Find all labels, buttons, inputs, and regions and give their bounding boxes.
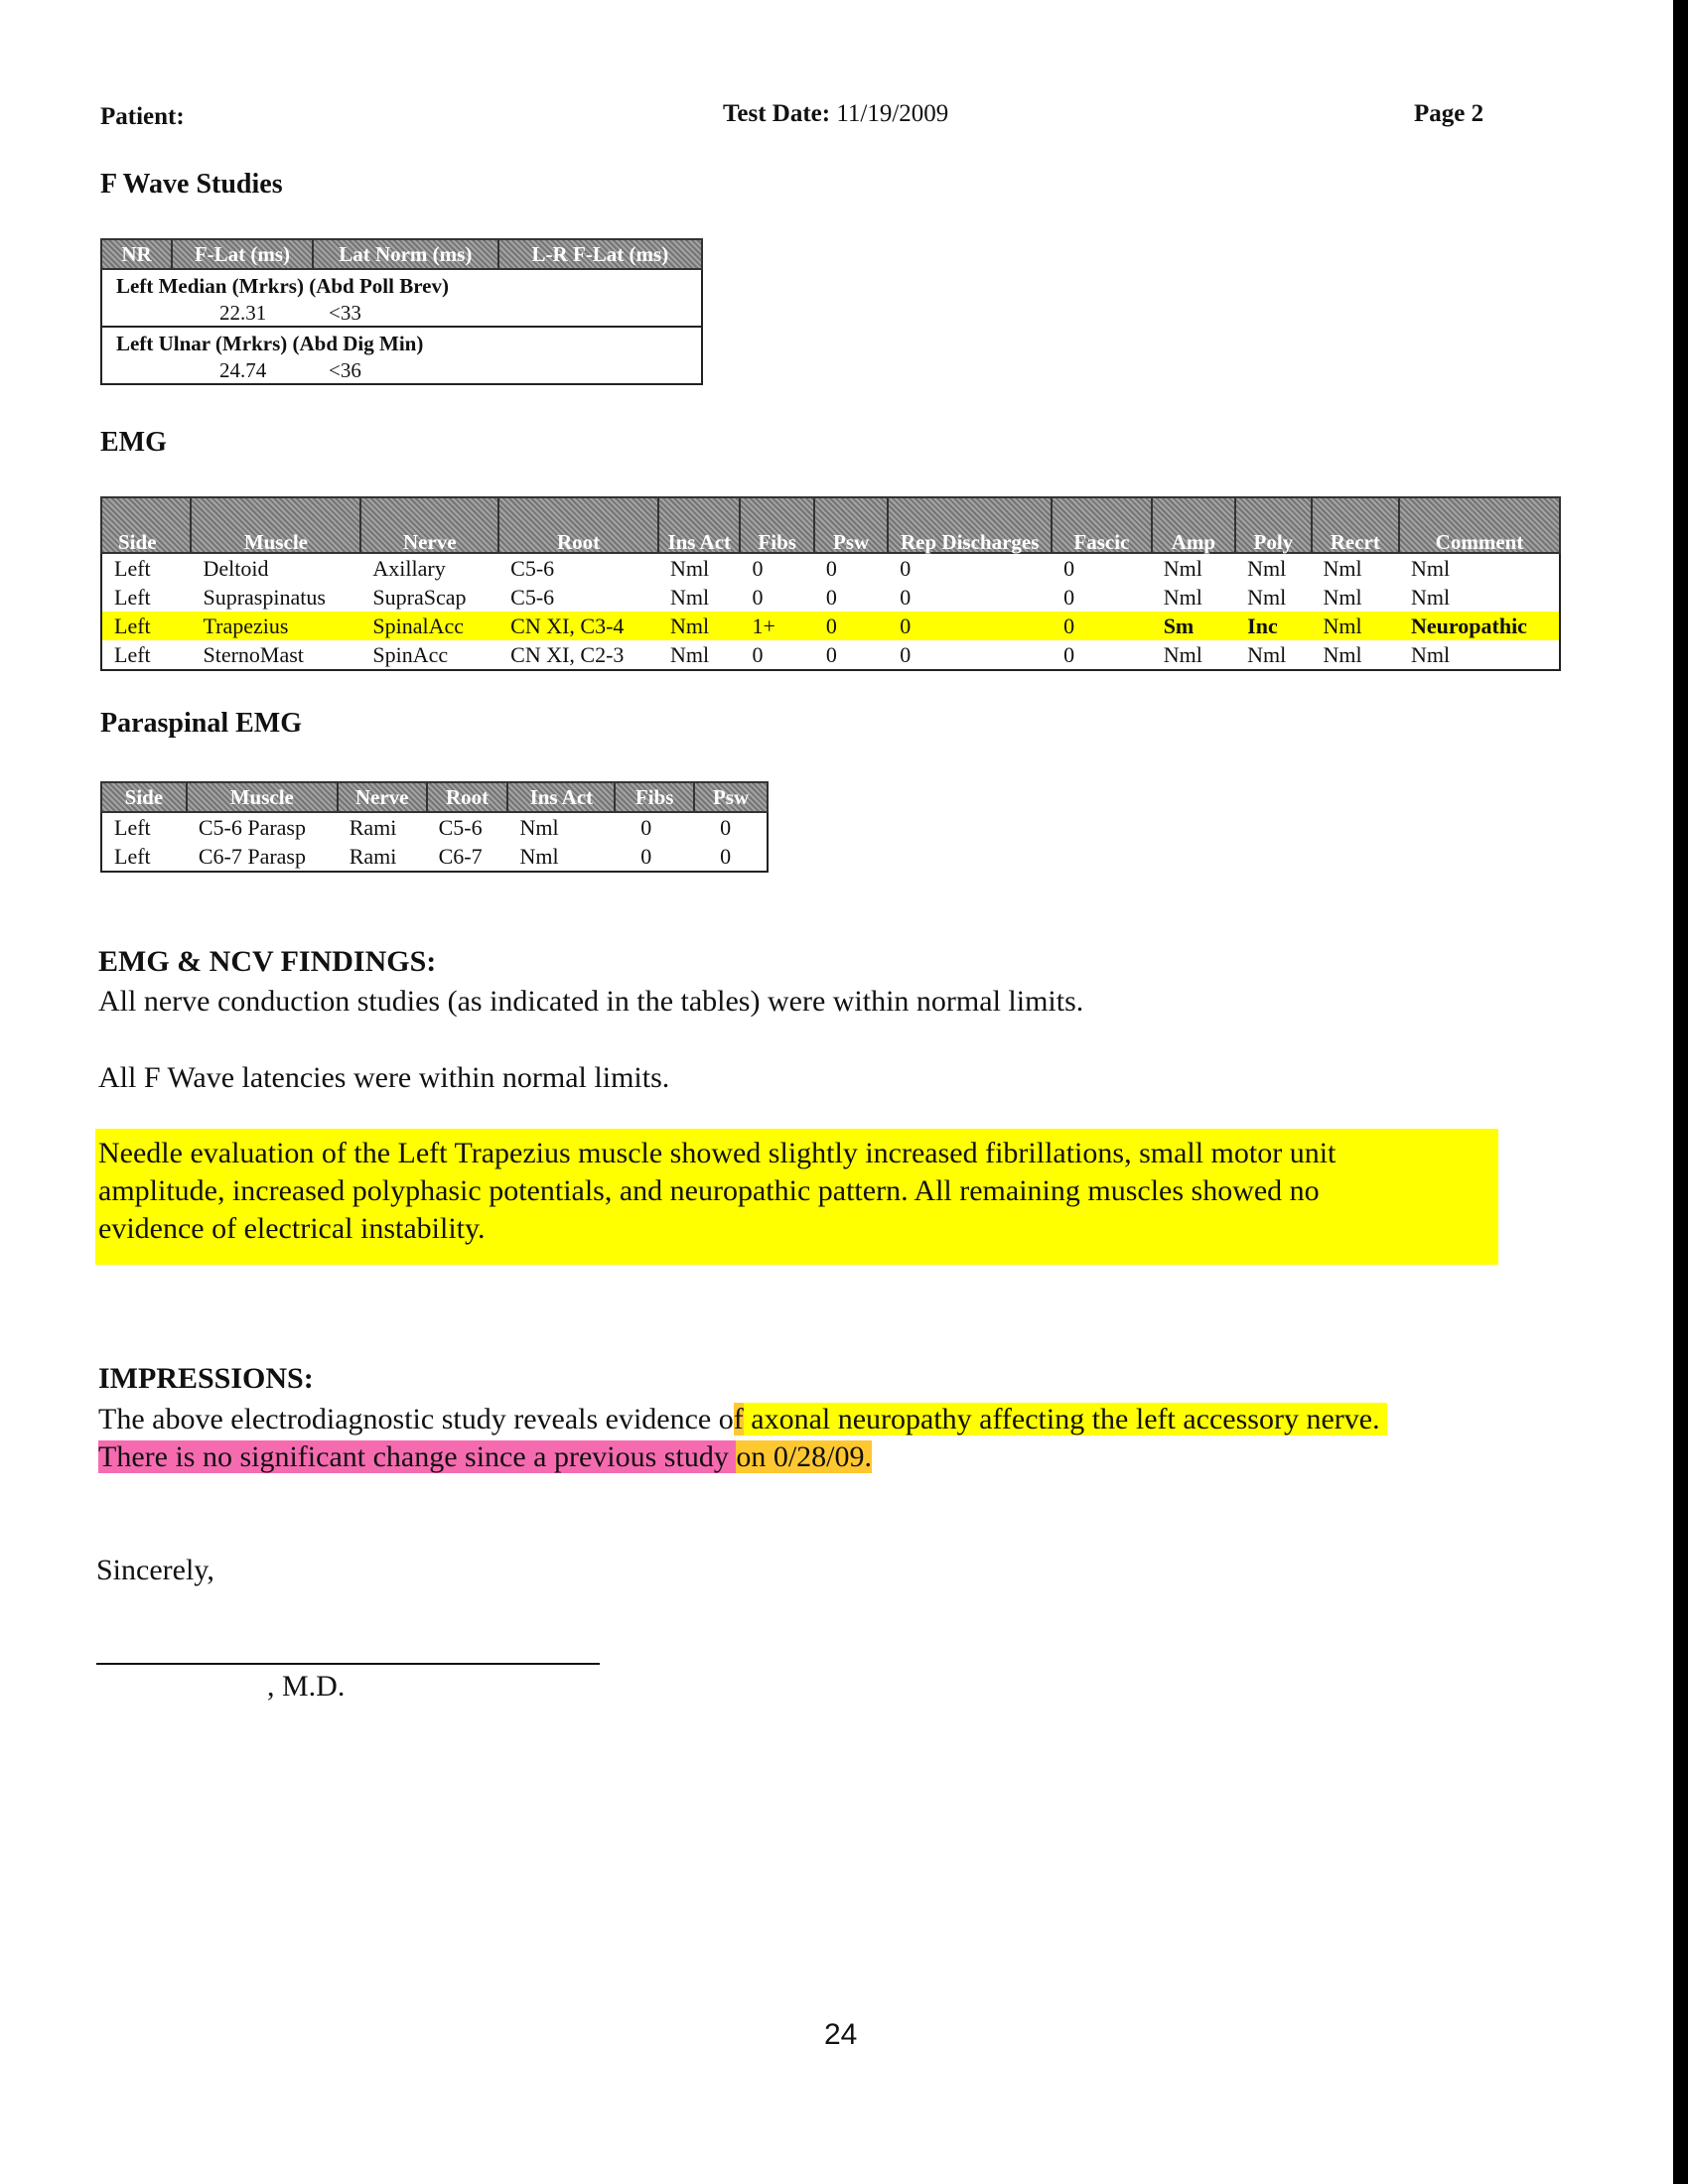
emg-col-nerve: Nerve bbox=[360, 497, 498, 553]
findings-heading: EMG & NCV FINDINGS: bbox=[98, 945, 437, 978]
fwave-col-latnorm: Lat Norm (ms) bbox=[313, 239, 498, 269]
emg-cell: 0 bbox=[752, 584, 764, 610]
emg-cell: 0 bbox=[814, 612, 888, 640]
impressions-highlight-pink: There is no significant change since a previous study bbox=[98, 1440, 737, 1473]
patient-label: Patient: bbox=[100, 103, 185, 130]
emg-cell: Nml bbox=[1312, 612, 1399, 640]
emg-col-comment: Comment bbox=[1399, 497, 1560, 553]
emg-row-highlighted bbox=[101, 612, 1560, 640]
test-date-label: Test Date: bbox=[723, 100, 831, 127]
para-cell: Nml bbox=[519, 843, 559, 869]
emg-cell: Nml bbox=[670, 641, 710, 667]
emg-cell: SternoMast bbox=[203, 641, 304, 667]
para-cell: C5-6 Parasp bbox=[198, 814, 306, 840]
emg-cell: SpinalAcc bbox=[360, 612, 498, 640]
emg-table bbox=[100, 496, 1561, 671]
fwave-group-values bbox=[101, 300, 702, 327]
emg-cell: Trapezius bbox=[191, 612, 360, 640]
para-col-root: Root bbox=[427, 782, 508, 812]
emg-col-recrt: Recrt bbox=[1312, 497, 1399, 553]
paraspinal-title: Paraspinal EMG bbox=[100, 708, 303, 739]
fwave-group-values bbox=[101, 357, 702, 384]
fwave-col-lr: L-R F-Lat (ms) bbox=[498, 239, 702, 269]
emg-cell: 0 bbox=[888, 612, 1052, 640]
emg-cell: Axillary bbox=[372, 555, 446, 581]
emg-col-poly: Poly bbox=[1235, 497, 1311, 553]
scan-edge-bar bbox=[1673, 0, 1688, 2184]
fwave-flat-value: 24.74 bbox=[219, 357, 267, 382]
fwave-flat-value: 22.31 bbox=[219, 300, 267, 325]
emg-cell: Nml bbox=[1247, 555, 1287, 581]
emg-cell: Nml bbox=[1163, 641, 1202, 667]
impressions-highlight-yellow: axonal neuropathy affecting the left accessory nerve. bbox=[743, 1403, 1380, 1435]
emg-cell: SupraScap bbox=[372, 584, 467, 610]
emg-col-insact: Ins Act bbox=[658, 497, 740, 553]
emg-cell: 0 bbox=[825, 641, 837, 667]
emg-col-muscle: Muscle bbox=[191, 497, 360, 553]
para-cell: Nml bbox=[519, 814, 559, 840]
emg-col-fibs: Fibs bbox=[740, 497, 813, 553]
findings-highlight-box bbox=[95, 1129, 1498, 1265]
para-cell: C6-7 Parasp bbox=[198, 843, 306, 869]
emg-cell: 0 bbox=[825, 584, 837, 610]
findings-line: evidence of electrical instability. bbox=[98, 1212, 486, 1245]
emg-col-side: Side bbox=[101, 497, 191, 553]
test-date-value: 11/19/2009 bbox=[836, 100, 949, 127]
salutation: Sincerely, bbox=[96, 1554, 214, 1586]
paraspinal-row bbox=[101, 812, 768, 842]
para-col-insact: Ins Act bbox=[507, 782, 615, 812]
emg-cell: 0 bbox=[900, 641, 912, 667]
emg-cell: Left bbox=[114, 555, 151, 581]
emg-col-amp: Amp bbox=[1152, 497, 1235, 553]
emg-col-root: Root bbox=[498, 497, 658, 553]
emg-cell: Nml bbox=[1411, 641, 1451, 667]
fwave-latnorm-value: <33 bbox=[329, 300, 361, 325]
emg-cell: Nml bbox=[1163, 555, 1202, 581]
emg-cell: Nml bbox=[658, 612, 740, 640]
emg-cell: Inc bbox=[1235, 612, 1311, 640]
para-cell: Rami bbox=[349, 843, 397, 869]
fwave-title: F Wave Studies bbox=[100, 169, 283, 200]
emg-cell: Neuropathic bbox=[1399, 612, 1560, 640]
fwave-latnorm-value: <36 bbox=[329, 357, 361, 382]
test-date bbox=[723, 100, 948, 128]
emg-cell: Left bbox=[114, 584, 151, 610]
emg-cell: Nml bbox=[1323, 584, 1362, 610]
para-col-muscle: Muscle bbox=[187, 782, 338, 812]
findings-paragraph-2: All F Wave latencies were within normal limits. bbox=[98, 1061, 670, 1094]
paraspinal-table bbox=[100, 781, 769, 873]
emg-cell: 0 bbox=[825, 555, 837, 581]
page-label: Page 2 bbox=[1414, 100, 1484, 127]
emg-cell: C5-6 bbox=[510, 555, 555, 581]
emg-cell: Nml bbox=[1411, 584, 1451, 610]
emg-cell: Supraspinatus bbox=[203, 584, 326, 610]
emg-cell: Deltoid bbox=[203, 555, 269, 581]
impressions-line-1 bbox=[98, 1401, 1387, 1438]
findings-line: amplitude, increased polyphasic potentials, and neuropathic pattern. All remaining muscles showed no bbox=[98, 1174, 1320, 1207]
impressions-line-2 bbox=[98, 1438, 872, 1476]
para-cell: 0 bbox=[720, 814, 732, 840]
emg-cell: Sm bbox=[1152, 612, 1235, 640]
para-cell: Left bbox=[114, 814, 151, 840]
impressions-highlight-overlap: f bbox=[733, 1403, 744, 1435]
fwave-group-title: Left Ulnar (Mrkrs) (Abd Dig Min) bbox=[116, 331, 424, 355]
emg-cell: SpinAcc bbox=[372, 641, 449, 667]
emg-cell: CN XI, C3-4 bbox=[498, 612, 658, 640]
emg-cell: Nml bbox=[1247, 641, 1287, 667]
emg-title: EMG bbox=[100, 427, 167, 458]
signature-suffix: , M.D. bbox=[267, 1670, 346, 1703]
para-cell: 0 bbox=[640, 814, 652, 840]
fwave-col-nr: NR bbox=[101, 239, 172, 269]
emg-cell: Nml bbox=[1323, 641, 1362, 667]
emg-col-fascic: Fascic bbox=[1052, 497, 1152, 553]
page-number: 24 bbox=[824, 2018, 858, 2051]
signature-line bbox=[96, 1663, 600, 1665]
emg-row bbox=[101, 640, 1560, 670]
emg-cell: Nml bbox=[1163, 584, 1202, 610]
fwave-group-title: Left Median (Mrkrs) (Abd Poll Brev) bbox=[116, 273, 449, 298]
emg-cell: Left bbox=[114, 641, 151, 667]
emg-cell: 0 bbox=[752, 641, 764, 667]
emg-cell: 1+ bbox=[740, 612, 813, 640]
emg-cell: 0 bbox=[752, 555, 764, 581]
emg-cell: 0 bbox=[1052, 612, 1152, 640]
impressions-heading: IMPRESSIONS: bbox=[98, 1362, 314, 1395]
para-cell: 0 bbox=[640, 843, 652, 869]
para-cell: 0 bbox=[720, 843, 732, 869]
emg-col-psw: Psw bbox=[814, 497, 888, 553]
para-cell: C5-6 bbox=[438, 814, 483, 840]
emg-cell: 0 bbox=[1063, 555, 1075, 581]
para-cell: Left bbox=[114, 843, 151, 869]
emg-cell: Nml bbox=[1323, 555, 1362, 581]
emg-cell: Nml bbox=[670, 584, 710, 610]
findings-paragraph-3 bbox=[95, 1129, 1498, 1248]
emg-cell: 0 bbox=[1063, 584, 1075, 610]
fwave-table bbox=[100, 238, 703, 385]
paraspinal-row bbox=[101, 842, 768, 872]
impressions-text: The above electrodiagnostic study reveals evidence o bbox=[98, 1403, 734, 1435]
emg-row bbox=[101, 553, 1560, 583]
emg-cell: C5-6 bbox=[510, 584, 555, 610]
emg-cell: CN XI, C2-3 bbox=[510, 641, 625, 667]
para-cell: Rami bbox=[349, 814, 397, 840]
para-cell: C6-7 bbox=[438, 843, 483, 869]
emg-cell: Nml bbox=[670, 555, 710, 581]
emg-cell: 0 bbox=[1063, 641, 1075, 667]
para-col-nerve: Nerve bbox=[338, 782, 427, 812]
emg-cell: Nml bbox=[1411, 555, 1451, 581]
findings-paragraph-1: All nerve conduction studies (as indicated in the tables) were within normal limits. bbox=[98, 985, 1084, 1018]
emg-cell: 0 bbox=[900, 584, 912, 610]
findings-line: Needle evaluation of the Left Trapezius muscle showed slightly increased fibrillations, small motor unit bbox=[98, 1137, 1336, 1169]
emg-col-rep: Rep Discharges bbox=[888, 497, 1052, 553]
para-col-psw: Psw bbox=[694, 782, 768, 812]
emg-cell: 0 bbox=[900, 555, 912, 581]
emg-row bbox=[101, 583, 1560, 612]
para-col-side: Side bbox=[101, 782, 187, 812]
emg-cell: Left bbox=[101, 612, 191, 640]
fwave-col-flat: F-Lat (ms) bbox=[172, 239, 313, 269]
para-col-fibs: Fibs bbox=[615, 782, 694, 812]
emg-cell: Nml bbox=[1247, 584, 1287, 610]
impressions-highlight-overlap: on 0/28/09. bbox=[736, 1440, 872, 1473]
